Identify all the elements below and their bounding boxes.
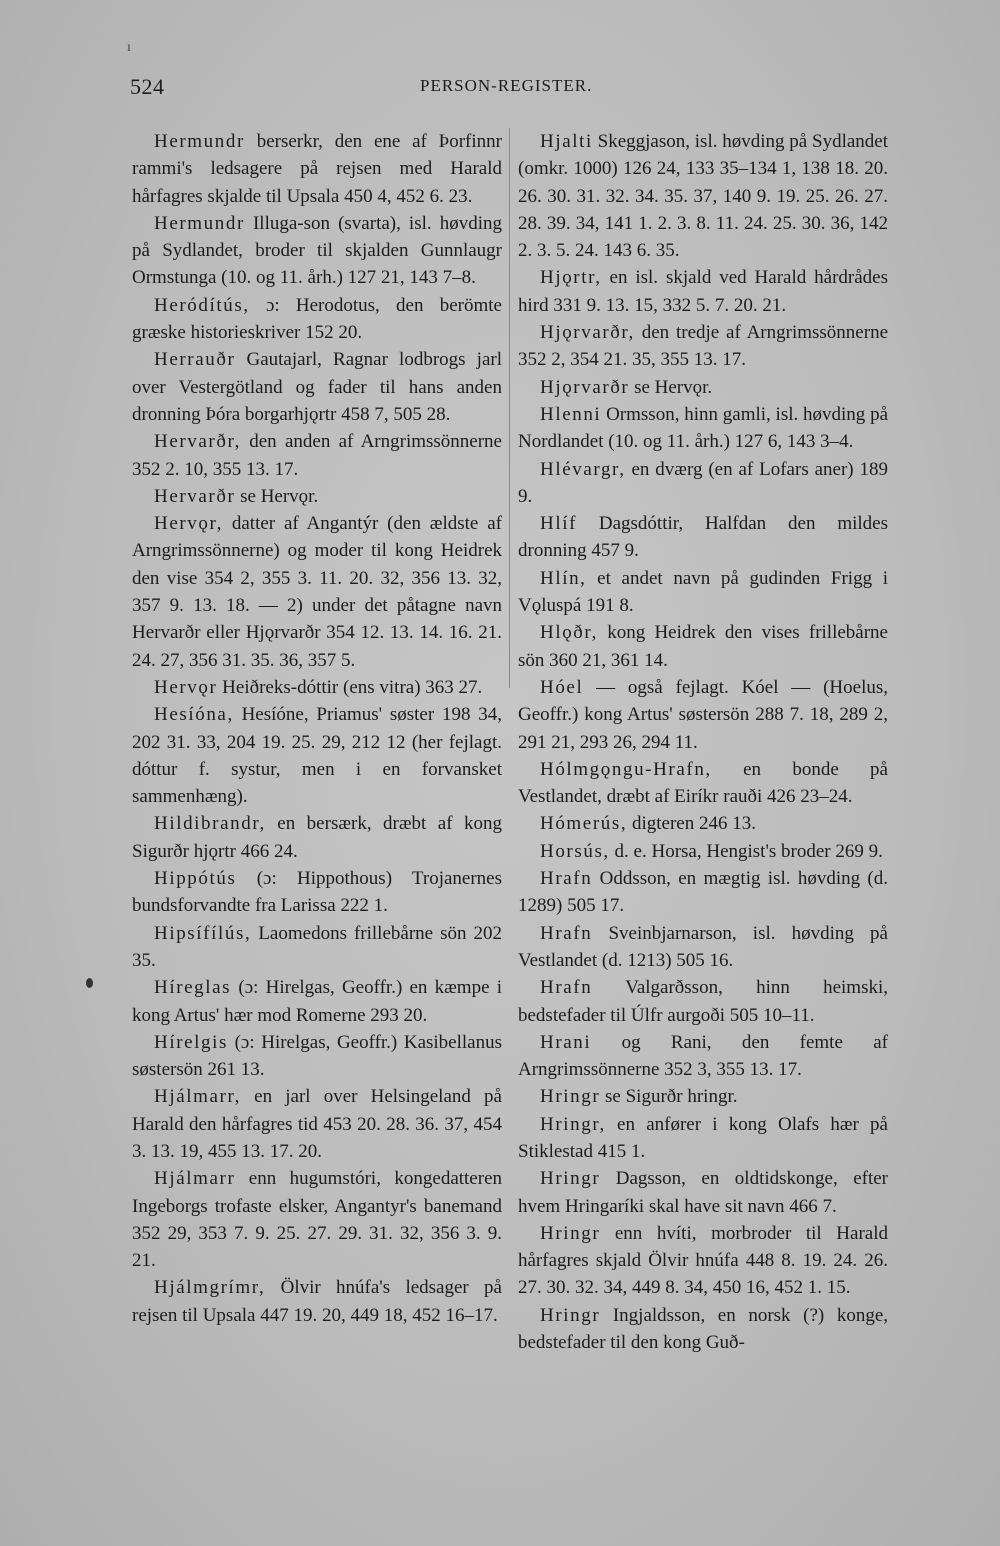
register-entry [518, 128, 888, 264]
register-entry [518, 1029, 888, 1084]
register-entry [132, 974, 502, 1029]
entry-text: Skeggjason, isl. høvding på Sydlandet (omkr. 1000) 126 24, 133 35–134 1, 138 18. 20. 26. 30. 31. 32. 34. 35. 37, 140 9. 19. 25. 26. 27. 28. 39. 34, 141 1. 2. 3. 8. 11. 24. 25. 30. 36, 142 2. 3. 5. 24. 143 6. 35. [518, 131, 888, 262]
entry-text: Laomedons frillebårne sön 202 35. [132, 922, 502, 971]
entry-text: datter af Angantýr (den ældste af Arngrimssönnerne) og moder til kong Heidrek den vise 354 2, 355 3. 11. 20. 32, 356 13. 32, 357 9. 13. 18. — 2) under det påtagne navn Hervarðr eller Hjǫrvarðr 354 12. 13. 14. 16. 21. 24. 27, 356 31. 35. 36, 357 5. [132, 513, 502, 671]
entry-headword: Horsús, [540, 840, 610, 862]
register-entry [132, 1165, 502, 1274]
entry-text: en isl. skjald ved Harald hårdrådes hird 331 9. 13. 15, 332 5. 7. 20. 21. [518, 267, 888, 316]
register-entry [518, 1220, 888, 1302]
register-entry [518, 565, 888, 620]
entry-headword: Hrafn [540, 922, 593, 944]
entry-headword: Hjǫrvarðr [540, 376, 630, 398]
page-number: 524 [130, 74, 165, 99]
entry-headword: Hrafn [540, 868, 593, 890]
entry-text: digteren 246 13. [627, 813, 756, 835]
register-entry [132, 865, 502, 920]
entry-text: ɔ: Herodotus, den berömte græske historieskriver 152 20. [132, 294, 502, 344]
entry-text: en dværg (en af Lofars aner) 189 9. [518, 458, 888, 507]
entry-headword: Hjálmarr [154, 1168, 236, 1190]
entry-headword: Hippótús [154, 868, 237, 890]
entry-text: Gautajarl, Ragnar lodbrogs jarl over Vestergötland og fader til hans anden dronning Þóra borgarhjǫrtr 458 7, 505 28. [132, 349, 502, 425]
register-entry [132, 810, 502, 865]
entry-text: Heiðreks-dóttir (ens vitra) 363 27. [217, 676, 483, 698]
entry-text: berserkr, den ene af Þorfinnr rammi's ledsagere på rejsen med Harald hårfagres skjalde til Upsala 450 4, 452 6. 23. [132, 131, 502, 207]
entry-text: Ingjaldsson, en norsk (?) konge, bedstefader til den kong Guð- [518, 1304, 888, 1354]
entry-text: en jarl over Helsingeland på Harald den hårfagres tid 453 20. 28. 36. 37, 454 3. 13. 19, 455 13. 17. 20. [132, 1086, 502, 1162]
register-entry [132, 1274, 502, 1329]
margin-blot [86, 978, 93, 988]
entry-headword: Hlévargr, [540, 458, 626, 480]
entry-text: kong Heidrek den vises frillebårne sön 360 21, 361 14. [518, 622, 888, 671]
entry-headword: Hringr [540, 1304, 601, 1326]
entry-text: den anden af Arngrimssönnerne 352 2. 10, 355 13. 17. [132, 431, 502, 480]
register-entry [132, 701, 502, 810]
register-entry [518, 865, 888, 920]
entry-text: se Hervǫr. [235, 485, 319, 507]
register-entry [518, 1302, 888, 1357]
entry-text: et andet navn på gudinden Frigg i Vǫluspá 191 8. [518, 567, 888, 617]
running-head: PERSON-REGISTER. [420, 76, 593, 95]
register-entry [132, 510, 502, 674]
register-entry [518, 456, 888, 511]
entry-text: Ölvir hnúfa's ledsager på rejsen til Upsala 447 19. 20, 449 18, 452 16–17. [132, 1277, 502, 1326]
register-entry [518, 319, 888, 374]
entry-text: Sveinbjarnarson, isl. høvding på Vestlandet (d. 1213) 505 16. [518, 922, 888, 971]
register-entry [132, 674, 502, 701]
register-entry [132, 210, 502, 292]
entry-headword: Hringr [540, 1222, 601, 1244]
top-mark: ı [127, 40, 131, 55]
entry-headword: Hervǫr [154, 676, 218, 698]
entry-headword: Hjǫrtr, [540, 267, 602, 289]
entry-text: enn hugumstóri, kongedatteren Ingeborgs trofaste elsker, Angantyr's banemand 352 29, 353 7. 9. 25. 27. 29. 31. 32, 356 3. 9. 21. [132, 1168, 502, 1272]
entry-text: den tredje af Arngrimssönnerne 352 2, 354 21. 35, 355 13. 17. [518, 322, 888, 371]
entry-text: Hesíóne, Priamus' søster 198 34, 202 31. 33, 204 19. 25. 29, 212 12 (her fejlagt. dóttur f. systur, men i en forvansket sammenhæng). [132, 704, 502, 808]
entry-headword: Hjalti [540, 131, 593, 152]
register-entry [518, 810, 888, 837]
entry-headword: Hlíf [540, 513, 578, 535]
register-entry [518, 974, 888, 1029]
entry-headword: Hóel [540, 676, 584, 698]
register-entry [518, 674, 888, 756]
entry-headword: Hermundr [154, 212, 245, 234]
left-column [132, 128, 502, 1329]
entry-text: og Rani, den femte af Arngrimssönnerne 352 3, 355 13. 17. [518, 1031, 888, 1081]
entry-text: se Hervǫr. [629, 376, 713, 398]
register-entry [518, 1111, 888, 1166]
entry-headword: Hólmgǫngu-Hrafn, [540, 758, 712, 780]
register-entry [518, 510, 888, 565]
entry-text: Ormsson, hinn gamli, isl. høvding på Nordlandet (10. og 11. årh.) 127 6, 143 3–4. [518, 403, 888, 453]
entry-headword: Hrafn [540, 977, 593, 999]
register-entry [132, 292, 502, 347]
entry-headword: Hringr [540, 1086, 601, 1108]
entry-headword: Hesíóna, [154, 704, 234, 726]
entry-headword: Hervarðr, [154, 431, 241, 453]
entry-headword: Hjálmarr, [154, 1086, 241, 1108]
register-entry [132, 1029, 502, 1084]
right-column [518, 128, 888, 1356]
entry-text: Dagsson, en oldtidskonge, efter hvem Hringaríki skal have sit navn 466 7. [518, 1168, 888, 1217]
entry-headword: Hjálmgrímr, [154, 1277, 266, 1299]
entry-headword: Hlenni [540, 403, 602, 425]
entry-headword: Hervǫr, [154, 513, 223, 535]
entry-text: d. e. Horsa, Hengist's broder 269 9. [609, 840, 883, 862]
register-entry [518, 619, 888, 674]
register-entry [132, 483, 502, 510]
entry-headword: Hlín, [540, 567, 587, 589]
register-entry [132, 128, 502, 210]
entry-headword: Hlǫðr, [540, 622, 598, 644]
entry-headword: Hipsífílús, [154, 922, 252, 944]
entry-headword: Hervarðr [154, 485, 236, 507]
entry-text: se Sigurðr hringr. [600, 1086, 738, 1108]
entry-text: en bonde på Vestlandet, dræbt af Eiríkr rauði 426 23–24. [518, 758, 888, 808]
entry-text: en anfører i kong Olafs hær på Stiklestad 415 1. [518, 1113, 888, 1162]
entry-text: Illuga-son (svarta), isl. høvding på Sydlandet, broder til skjalden Gunnlaugr Ormstunga (10. og 11. årh.) 127 21, 143 7–8. [132, 212, 502, 289]
register-entry [132, 1083, 502, 1165]
entry-headword: Hringr [540, 1168, 601, 1190]
page-header [130, 74, 890, 104]
entry-headword: Hringr, [540, 1113, 606, 1135]
entry-text: enn hvíti, morbroder til Harald hårfagres skjald Ölvir hnúfa 448 8. 19. 24. 26. 27. 30. 32. 34, 449 8. 34, 450 16, 452 1. 15. [518, 1222, 888, 1299]
entry-headword: Hrani [540, 1031, 592, 1053]
entry-headword: Herrauðr [154, 349, 236, 371]
entry-headword: Heródítús, [154, 294, 250, 316]
entry-headword: Hildibrandr, [154, 813, 266, 835]
entry-text: (ɔ: Hippothous) Trojanernes bundsforvandte fra Larissa 222 1. [132, 868, 502, 917]
entry-text: Dagsdóttir, Halfdan den mildes dronning 457 9. [518, 513, 888, 562]
entry-text: Valgarðsson, hinn heimski, bedstefader til Úlfr aurgoði 505 10–11. [518, 977, 888, 1026]
column-divider [509, 128, 510, 688]
register-entry [518, 756, 888, 811]
register-entry [518, 1165, 888, 1220]
register-entry [518, 1083, 888, 1110]
entry-text: (ɔ: Hirelgas, Geoffr.) en kæmpe i kong Artus' hær mod Romerne 293 20. [132, 977, 502, 1026]
entry-headword: Hómerús, [540, 813, 628, 835]
entry-headword: Hírelgis [154, 1031, 229, 1053]
entry-text: (ɔ: Hirelgas, Geoffr.) Kasibellanus søstersön 261 13. [132, 1031, 502, 1081]
register-entry [518, 920, 888, 975]
register-entry [132, 346, 502, 428]
entry-text: Oddsson, en mægtig isl. høvding (d. 1289) 505 17. [518, 868, 888, 917]
register-entry [518, 401, 888, 456]
register-entry [518, 374, 888, 401]
register-entry [132, 428, 502, 483]
register-entry [518, 264, 888, 319]
entry-headword: Híreglas [154, 977, 232, 999]
entry-headword: Hjǫrvarðr, [540, 322, 635, 344]
entry-headword: Hermundr [154, 131, 245, 152]
register-entry [518, 838, 888, 865]
entry-text: en bersærk, dræbt af kong Sigurðr hjǫrtr 466 24. [132, 813, 502, 862]
register-entry [132, 920, 502, 975]
entry-text: — også fejlagt. Kóel — (Hoelus, Geoffr.) kong Artus' søstersön 288 7. 18, 289 2, 291 21, 293 26, 294 11. [518, 676, 888, 753]
